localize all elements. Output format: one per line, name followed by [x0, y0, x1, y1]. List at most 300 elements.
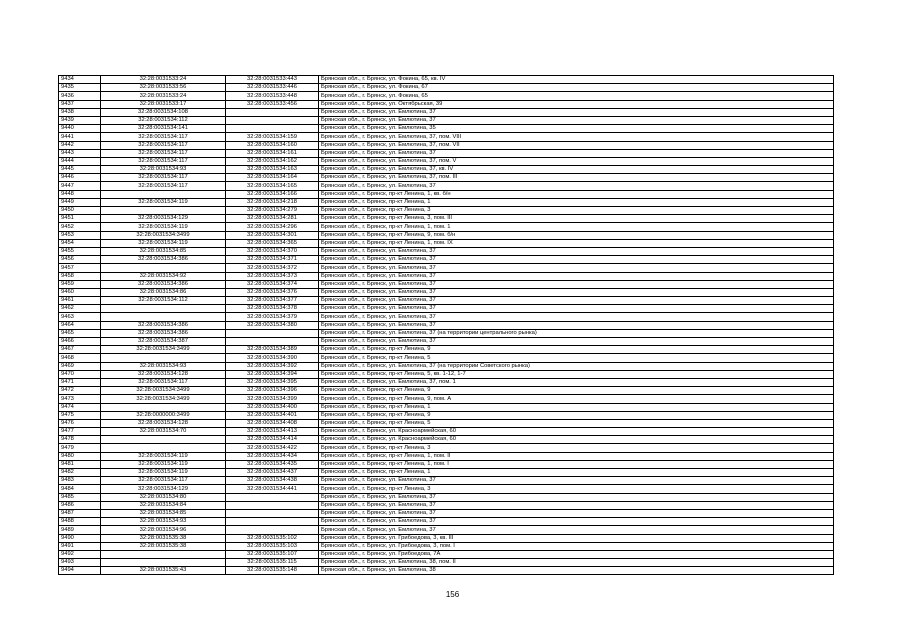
address-cell: Брянская обл., г. Брянск, ул. Емлютина, 37: [319, 149, 834, 157]
address-cell: Брянская обл., г. Брянск, ул. Емлютина, 37, пом. VII: [319, 141, 834, 149]
table-row: [59, 288, 834, 296]
object-cadastral-number-cell: 32:28:0031534:365: [226, 239, 319, 247]
object-cadastral-number-cell: 32:28:0031535:107: [226, 550, 319, 558]
row-number-cell: 9441: [59, 133, 101, 141]
table-row: [59, 387, 834, 395]
object-cadastral-number-cell: 32:28:0031535:103: [226, 542, 319, 550]
table-row: [59, 272, 834, 280]
land-plot-cadastral-number-cell: 32:28:0031534:108: [101, 108, 226, 116]
table-row: [59, 346, 834, 354]
object-cadastral-number-cell: 32:28:0031534:160: [226, 141, 319, 149]
table-row: [59, 149, 834, 157]
land-plot-cadastral-number-cell: 32:28:0031534:3499: [101, 395, 226, 403]
object-cadastral-number-cell: 32:28:0031534:377: [226, 297, 319, 305]
object-cadastral-number-cell: 32:28:0031534:401: [226, 411, 319, 419]
object-cadastral-number-cell: 32:28:0031534:395: [226, 378, 319, 386]
address-cell: Брянская обл., г. Брянск, ул. Емлютина, 37: [319, 509, 834, 517]
address-cell: Брянская обл., г. Брянск, пр-кт Ленина, 1: [319, 469, 834, 477]
land-plot-cadastral-number-cell: [101, 305, 226, 313]
page-number: 156: [445, 590, 460, 599]
address-cell: Брянская обл., г. Брянск, ул. Красноармейская, 60: [319, 428, 834, 436]
object-cadastral-number-cell: 32:28:0031534:374: [226, 280, 319, 288]
land-plot-cadastral-number-cell: [101, 559, 226, 567]
object-cadastral-number-cell: [226, 108, 319, 116]
row-number-cell: 9482: [59, 469, 101, 477]
object-cadastral-number-cell: 32:28:0031534:279: [226, 207, 319, 215]
land-plot-cadastral-number-cell: [101, 550, 226, 558]
address-cell: Брянская обл., г. Брянск, ул. Емлютина, 37: [319, 288, 834, 296]
table-row: [59, 313, 834, 321]
address-cell: Брянская обл., г. Брянск, пр-кт Ленина, 1, пом. II: [319, 452, 834, 460]
table-row: [59, 509, 834, 517]
row-number-cell: 9445: [59, 166, 101, 174]
object-cadastral-number-cell: 32:28:0031534:159: [226, 133, 319, 141]
object-cadastral-number-cell: [226, 526, 319, 534]
table-row: [59, 264, 834, 272]
land-plot-cadastral-number-cell: [101, 313, 226, 321]
land-plot-cadastral-number-cell: 32:28:0031534:92: [101, 272, 226, 280]
object-cadastral-number-cell: [226, 509, 319, 517]
address-cell: Брянская обл., г. Брянск, пр-кт Ленина, 1, кв. б/н: [319, 190, 834, 198]
land-plot-cadastral-number-cell: 32:28:0031534:85: [101, 509, 226, 517]
object-cadastral-number-cell: 32:28:0031534:414: [226, 436, 319, 444]
row-number-cell: 9461: [59, 297, 101, 305]
table-row: [59, 559, 834, 567]
table-row: [59, 436, 834, 444]
object-cadastral-number-cell: 32:28:0031534:162: [226, 157, 319, 165]
address-cell: Брянская обл., г. Брянск, ул. Фокина, 65: [319, 92, 834, 100]
row-number-cell: 9475: [59, 411, 101, 419]
address-cell: Брянская обл., г. Брянск, ул. Емлютина, 37: [319, 518, 834, 526]
land-plot-cadastral-number-cell: 32:28:0031534:112: [101, 116, 226, 124]
land-plot-cadastral-number-cell: 32:28:0031534:117: [101, 477, 226, 485]
address-cell: Брянская обл., г. Брянск, пр-кт Ленина, 1, пом. I: [319, 460, 834, 468]
table-row: [59, 125, 834, 133]
row-number-cell: 9436: [59, 92, 101, 100]
address-cell: Брянская обл., г. Брянск, пр-кт Ленина, 9, пом. А: [319, 395, 834, 403]
object-cadastral-number-cell: 32:28:0031534:218: [226, 198, 319, 206]
table-row: [59, 174, 834, 182]
row-number-cell: 9480: [59, 452, 101, 460]
row-number-cell: 9474: [59, 403, 101, 411]
row-number-cell: 9434: [59, 76, 101, 84]
address-cell: Брянская обл., г. Брянск, ул. Фокина, 67: [319, 84, 834, 92]
table-row: [59, 501, 834, 509]
table-row: [59, 223, 834, 231]
row-number-cell: 9486: [59, 501, 101, 509]
row-number-cell: 9490: [59, 534, 101, 542]
land-plot-cadastral-number-cell: 32:28:0031533:17: [101, 100, 226, 108]
table-row: [59, 207, 834, 215]
object-cadastral-number-cell: 32:28:0031534:301: [226, 231, 319, 239]
row-number-cell: 9448: [59, 190, 101, 198]
row-number-cell: 9471: [59, 378, 101, 386]
land-plot-cadastral-number-cell: 32:28:0031534:80: [101, 493, 226, 501]
object-cadastral-number-cell: 32:28:0031534:165: [226, 182, 319, 190]
object-cadastral-number-cell: [226, 518, 319, 526]
table-row: [59, 534, 834, 542]
land-plot-cadastral-number-cell: 32:28:0031534:70: [101, 428, 226, 436]
address-cell: Брянская обл., г. Брянск, ул. Емлютина, 37, пом. VIII: [319, 133, 834, 141]
land-plot-cadastral-number-cell: 32:28:0031533:56: [101, 84, 226, 92]
land-plot-cadastral-number-cell: 32:28:0031534:386: [101, 329, 226, 337]
object-cadastral-number-cell: 32:28:0031534:437: [226, 469, 319, 477]
land-plot-cadastral-number-cell: [101, 436, 226, 444]
table-row: [59, 133, 834, 141]
object-cadastral-number-cell: 32:28:0031534:394: [226, 370, 319, 378]
address-cell: Брянская обл., г. Брянск, ул. Емлютина, 37 (на территории центрального рынка): [319, 329, 834, 337]
table-row: [59, 526, 834, 534]
land-plot-cadastral-number-cell: 32:28:0031534:387: [101, 338, 226, 346]
table-row: [59, 108, 834, 116]
address-cell: Брянская обл., г. Брянск, пр-кт Ленина, 1, пом. IX: [319, 239, 834, 247]
address-cell: Брянская обл., г. Брянск, ул. Емлютина, 37: [319, 477, 834, 485]
object-cadastral-number-cell: 32:28:0031533:448: [226, 92, 319, 100]
row-number-cell: 9473: [59, 395, 101, 403]
address-cell: Брянская обл., г. Брянск, ул. Емлютина, 37: [319, 280, 834, 288]
row-number-cell: 9444: [59, 157, 101, 165]
land-plot-cadastral-number-cell: 32:28:0031534:386: [101, 280, 226, 288]
address-cell: Брянская обл., г. Брянск, ул. Емлютина, 37, пом. V: [319, 157, 834, 165]
object-cadastral-number-cell: 32:28:0031534:434: [226, 452, 319, 460]
land-plot-cadastral-number-cell: 32:28:0031534:386: [101, 321, 226, 329]
table-row: [59, 338, 834, 346]
address-cell: Брянская обл., г. Брянск, ул. Емлютина, 37: [319, 297, 834, 305]
table-row: [59, 419, 834, 427]
object-cadastral-number-cell: 32:28:0031534:390: [226, 354, 319, 362]
object-cadastral-number-cell: [226, 116, 319, 124]
land-plot-cadastral-number-cell: 32:28:0031535:38: [101, 542, 226, 550]
object-cadastral-number-cell: 32:28:0031535:102: [226, 534, 319, 542]
land-plot-cadastral-number-cell: [101, 444, 226, 452]
table-row: [59, 297, 834, 305]
row-number-cell: 9479: [59, 444, 101, 452]
table-row: [59, 378, 834, 386]
row-number-cell: 9468: [59, 354, 101, 362]
land-plot-cadastral-number-cell: 32:28:0031534:3499: [101, 231, 226, 239]
address-cell: Брянская обл., г. Брянск, ул. Октябрьская, 39: [319, 100, 834, 108]
address-cell: Брянская обл., г. Брянск, ул. Емлютина, 37: [319, 108, 834, 116]
table-row: [59, 477, 834, 485]
address-cell: Брянская обл., г. Брянск, ул. Емлютина, 37: [319, 247, 834, 255]
table-row: [59, 370, 834, 378]
land-plot-cadastral-number-cell: 32:28:0031534:128: [101, 419, 226, 427]
table-row: [59, 76, 834, 84]
table-row: [59, 231, 834, 239]
address-cell: Брянская обл., г. Брянск, ул. Емлютина, 37, пом. III: [319, 174, 834, 182]
object-cadastral-number-cell: [226, 338, 319, 346]
object-cadastral-number-cell: 32:28:0031533:443: [226, 76, 319, 84]
object-cadastral-number-cell: 32:28:0031534:396: [226, 387, 319, 395]
row-number-cell: 9437: [59, 100, 101, 108]
table-row: [59, 362, 834, 370]
address-cell: Брянская обл., г. Брянск, пр-кт Ленина, 3: [319, 444, 834, 452]
row-number-cell: 9464: [59, 321, 101, 329]
row-number-cell: 9466: [59, 338, 101, 346]
address-cell: Брянская обл., г. Брянск, пр-кт Ленина, 9: [319, 387, 834, 395]
land-plot-cadastral-number-cell: 32:28:0031534:117: [101, 133, 226, 141]
address-cell: Брянская обл., г. Брянск, пр-кт Ленина, 9: [319, 346, 834, 354]
land-plot-cadastral-number-cell: 32:28:0031534:117: [101, 157, 226, 165]
row-number-cell: 9487: [59, 509, 101, 517]
object-cadastral-number-cell: [226, 125, 319, 133]
table-row: [59, 411, 834, 419]
object-cadastral-number-cell: 32:28:0031534:166: [226, 190, 319, 198]
address-cell: Брянская обл., г. Брянск, пр-кт Ленина, 1, пом. 1: [319, 223, 834, 231]
table-row: [59, 247, 834, 255]
object-cadastral-number-cell: 32:28:0031534:441: [226, 485, 319, 493]
object-cadastral-number-cell: 32:28:0031534:373: [226, 272, 319, 280]
row-number-cell: 9465: [59, 329, 101, 337]
address-cell: Брянская обл., г. Брянск, ул. Емлютина, 37: [319, 305, 834, 313]
object-cadastral-number-cell: 32:28:0031534:399: [226, 395, 319, 403]
land-plot-cadastral-number-cell: 32:28:0031533:24: [101, 76, 226, 84]
object-cadastral-number-cell: 32:28:0031534:281: [226, 215, 319, 223]
row-number-cell: 9458: [59, 272, 101, 280]
row-number-cell: 9455: [59, 247, 101, 255]
row-number-cell: 9443: [59, 149, 101, 157]
land-plot-cadastral-number-cell: 32:28:0031534:119: [101, 239, 226, 247]
land-plot-cadastral-number-cell: 32:28:0031534:84: [101, 501, 226, 509]
row-number-cell: 9488: [59, 518, 101, 526]
row-number-cell: 9459: [59, 280, 101, 288]
table-row: [59, 550, 834, 558]
object-cadastral-number-cell: [226, 329, 319, 337]
row-number-cell: 9457: [59, 264, 101, 272]
table-row: [59, 182, 834, 190]
row-number-cell: 9493: [59, 559, 101, 567]
address-cell: Брянская обл., г. Брянск, ул. Емлютина, 38, пом. II: [319, 559, 834, 567]
address-cell: Брянская обл., г. Брянск, пр-кт Ленина, 1: [319, 403, 834, 411]
land-plot-cadastral-number-cell: 32:28:0031535:43: [101, 567, 226, 575]
row-number-cell: 9481: [59, 460, 101, 468]
object-cadastral-number-cell: 32:28:0031533:446: [226, 84, 319, 92]
row-number-cell: 9442: [59, 141, 101, 149]
address-cell: Брянская обл., г. Брянск, пр-кт Ленина, 9: [319, 411, 834, 419]
address-cell: Брянская обл., г. Брянск, ул. Емлютина, 37: [319, 116, 834, 124]
object-cadastral-number-cell: 32:28:0031534:380: [226, 321, 319, 329]
table-row: [59, 469, 834, 477]
address-cell: Брянская обл., г. Брянск, ул. Емлютина, 37: [319, 501, 834, 509]
land-plot-cadastral-number-cell: 32:28:0031535:38: [101, 534, 226, 542]
land-plot-cadastral-number-cell: 32:28:0031534:119: [101, 460, 226, 468]
table-row: [59, 166, 834, 174]
table-row: [59, 444, 834, 452]
row-number-cell: 9447: [59, 182, 101, 190]
row-number-cell: 9446: [59, 174, 101, 182]
table-row: [59, 84, 834, 92]
object-cadastral-number-cell: 32:28:0031534:376: [226, 288, 319, 296]
object-cadastral-number-cell: 32:28:0031534:378: [226, 305, 319, 313]
land-plot-cadastral-number-cell: 32:28:0031534:141: [101, 125, 226, 133]
register-table: [58, 75, 834, 575]
object-cadastral-number-cell: 32:28:0031534:371: [226, 256, 319, 264]
address-cell: Брянская обл., г. Брянск, ул. Емлютина, 37: [319, 272, 834, 280]
table-row: [59, 485, 834, 493]
row-number-cell: 9484: [59, 485, 101, 493]
land-plot-cadastral-number-cell: [101, 207, 226, 215]
land-plot-cadastral-number-cell: 32:28:0031534:3499: [101, 346, 226, 354]
object-cadastral-number-cell: 32:28:0031534:163: [226, 166, 319, 174]
row-number-cell: 9463: [59, 313, 101, 321]
object-cadastral-number-cell: 32:28:0031534:400: [226, 403, 319, 411]
row-number-cell: 9478: [59, 436, 101, 444]
object-cadastral-number-cell: 32:28:0031534:413: [226, 428, 319, 436]
land-plot-cadastral-number-cell: 32:28:0031534:117: [101, 141, 226, 149]
table-row: [59, 452, 834, 460]
row-number-cell: 9451: [59, 215, 101, 223]
object-cadastral-number-cell: 32:28:0031534:164: [226, 174, 319, 182]
object-cadastral-number-cell: 32:28:0031534:392: [226, 362, 319, 370]
row-number-cell: 9439: [59, 116, 101, 124]
land-plot-cadastral-number-cell: 32:28:0031534:119: [101, 198, 226, 206]
object-cadastral-number-cell: 32:28:0031534:379: [226, 313, 319, 321]
row-number-cell: 9460: [59, 288, 101, 296]
table-row: [59, 92, 834, 100]
land-plot-cadastral-number-cell: [101, 264, 226, 272]
row-number-cell: 9456: [59, 256, 101, 264]
land-plot-cadastral-number-cell: 32:28:0031534:117: [101, 149, 226, 157]
object-cadastral-number-cell: [226, 493, 319, 501]
land-plot-cadastral-number-cell: 32:28:0031534:119: [101, 452, 226, 460]
address-cell: Брянская обл., г. Брянск, ул. Емлютина, 37: [319, 313, 834, 321]
object-cadastral-number-cell: [226, 501, 319, 509]
object-cadastral-number-cell: 32:28:0031534:161: [226, 149, 319, 157]
object-cadastral-number-cell: 32:28:0031534:372: [226, 264, 319, 272]
row-number-cell: 9440: [59, 125, 101, 133]
row-number-cell: 9472: [59, 387, 101, 395]
table-row: [59, 116, 834, 124]
row-number-cell: 9449: [59, 198, 101, 206]
address-cell: Брянская обл., г. Брянск, ул. Емлютина, 37, пом. 1: [319, 378, 834, 386]
address-cell: Брянская обл., г. Брянск, ул. Емлютина, 37: [319, 493, 834, 501]
address-cell: Брянская обл., г. Брянск, ул. Емлютина, 37: [319, 256, 834, 264]
table-row: [59, 256, 834, 264]
row-number-cell: 9476: [59, 419, 101, 427]
address-cell: Брянская обл., г. Брянск, ул. Грибоедова, 3, пом. I: [319, 542, 834, 550]
land-plot-cadastral-number-cell: 32:28:0031534:93: [101, 362, 226, 370]
land-plot-cadastral-number-cell: 32:28:0031534:96: [101, 526, 226, 534]
table-row: [59, 518, 834, 526]
row-number-cell: 9453: [59, 231, 101, 239]
row-number-cell: 9467: [59, 346, 101, 354]
object-cadastral-number-cell: 32:28:0031534:296: [226, 223, 319, 231]
land-plot-cadastral-number-cell: 32:28:0031534:85: [101, 247, 226, 255]
land-plot-cadastral-number-cell: 32:28:0000000:3499: [101, 411, 226, 419]
table-row: [59, 280, 834, 288]
table-row: [59, 395, 834, 403]
land-plot-cadastral-number-cell: 32:28:0031534:86: [101, 288, 226, 296]
row-number-cell: 9489: [59, 526, 101, 534]
table-row: [59, 198, 834, 206]
table-row: [59, 428, 834, 436]
address-cell: Брянская обл., г. Брянск, ул. Красноармейская, 60: [319, 436, 834, 444]
table-row: [59, 403, 834, 411]
address-cell: Брянская обл., г. Брянск, пр-кт Ленина, 1: [319, 198, 834, 206]
table-row: [59, 305, 834, 313]
table-row: [59, 329, 834, 337]
address-cell: Брянская обл., г. Брянск, ул. Емлютина, 37 (на территории Советского рынка): [319, 362, 834, 370]
row-number-cell: 9494: [59, 567, 101, 575]
address-cell: Брянская обл., г. Брянск, ул. Фокина, 65, кв. IV: [319, 76, 834, 84]
object-cadastral-number-cell: 32:28:0031534:422: [226, 444, 319, 452]
address-cell: Брянская обл., г. Брянск, ул. Грибоедова, 3, кв. III: [319, 534, 834, 542]
address-cell: Брянская обл., г. Брянск, пр-кт Ленина, 3: [319, 207, 834, 215]
land-plot-cadastral-number-cell: 32:28:0031534:119: [101, 223, 226, 231]
table-row: [59, 141, 834, 149]
object-cadastral-number-cell: 32:28:0031535:115: [226, 559, 319, 567]
address-cell: Брянская обл., г. Брянск, ул. Емлютина, 35: [319, 125, 834, 133]
address-cell: Брянская обл., г. Брянск, пр-кт Ленина, 9, пом. б/н: [319, 231, 834, 239]
row-number-cell: 9477: [59, 428, 101, 436]
row-number-cell: 9470: [59, 370, 101, 378]
address-cell: Брянская обл., г. Брянск, ул. Грибоедова, 7А: [319, 550, 834, 558]
object-cadastral-number-cell: 32:28:0031534:370: [226, 247, 319, 255]
table-row: [59, 190, 834, 198]
address-cell: Брянская обл., г. Брянск, ул. Емлютина, 37: [319, 264, 834, 272]
land-plot-cadastral-number-cell: 32:28:0031534:117: [101, 378, 226, 386]
table-row: [59, 542, 834, 550]
table-row: [59, 215, 834, 223]
address-cell: Брянская обл., г. Брянск, ул. Емлютина, 38: [319, 567, 834, 575]
address-cell: Брянская обл., г. Брянск, ул. Емлютина, 37: [319, 526, 834, 534]
table-row: [59, 354, 834, 362]
address-cell: Брянская обл., г. Брянск, ул. Емлютина, 37: [319, 321, 834, 329]
land-plot-cadastral-number-cell: 32:28:0031534:93: [101, 166, 226, 174]
row-number-cell: 9452: [59, 223, 101, 231]
land-plot-cadastral-number-cell: 32:28:0031534:119: [101, 469, 226, 477]
land-plot-cadastral-number-cell: 32:28:0031534:117: [101, 174, 226, 182]
row-number-cell: 9435: [59, 84, 101, 92]
table-row: [59, 100, 834, 108]
table-row: [59, 567, 834, 575]
land-plot-cadastral-number-cell: 32:28:0031534:128: [101, 370, 226, 378]
land-plot-cadastral-number-cell: 32:28:0031533:24: [101, 92, 226, 100]
land-plot-cadastral-number-cell: 32:28:0031534:117: [101, 182, 226, 190]
address-cell: Брянская обл., г. Брянск, пр-кт Ленина, 3, пом. III: [319, 215, 834, 223]
land-plot-cadastral-number-cell: 32:28:0031534:386: [101, 256, 226, 264]
table-row: [59, 460, 834, 468]
address-cell: Брянская обл., г. Брянск, пр-кт Ленина, 5: [319, 419, 834, 427]
land-plot-cadastral-number-cell: 32:28:0031534:112: [101, 297, 226, 305]
register-table-body: [59, 76, 834, 575]
row-number-cell: 9492: [59, 550, 101, 558]
address-cell: Брянская обл., г. Брянск, пр-кт Ленина, 5, кв. 1-12, 1-7: [319, 370, 834, 378]
object-cadastral-number-cell: 32:28:0031533:456: [226, 100, 319, 108]
table-row: [59, 493, 834, 501]
row-number-cell: 9450: [59, 207, 101, 215]
table-row: [59, 157, 834, 165]
land-plot-cadastral-number-cell: 32:28:0031534:129: [101, 215, 226, 223]
land-plot-cadastral-number-cell: [101, 190, 226, 198]
address-cell: Брянская обл., г. Брянск, пр-кт Ленина, 3: [319, 485, 834, 493]
object-cadastral-number-cell: 32:28:0031534:438: [226, 477, 319, 485]
address-cell: Брянская обл., г. Брянск, ул. Емлютина, 37: [319, 338, 834, 346]
row-number-cell: 9483: [59, 477, 101, 485]
land-plot-cadastral-number-cell: [101, 403, 226, 411]
row-number-cell: 9485: [59, 493, 101, 501]
address-cell: Брянская обл., г. Брянск, пр-кт Ленина, 5: [319, 354, 834, 362]
land-plot-cadastral-number-cell: 32:28:0031534:129: [101, 485, 226, 493]
land-plot-cadastral-number-cell: [101, 354, 226, 362]
address-cell: Брянская обл., г. Брянск, ул. Емлютина, 37: [319, 182, 834, 190]
land-plot-cadastral-number-cell: 32:28:0031534:3499: [101, 387, 226, 395]
table-row: [59, 321, 834, 329]
address-cell: Брянская обл., г. Брянск, ул. Емлютина, 37, кв. IV: [319, 166, 834, 174]
land-plot-cadastral-number-cell: 32:28:0031534:93: [101, 518, 226, 526]
object-cadastral-number-cell: 32:28:0031535:148: [226, 567, 319, 575]
row-number-cell: 9491: [59, 542, 101, 550]
